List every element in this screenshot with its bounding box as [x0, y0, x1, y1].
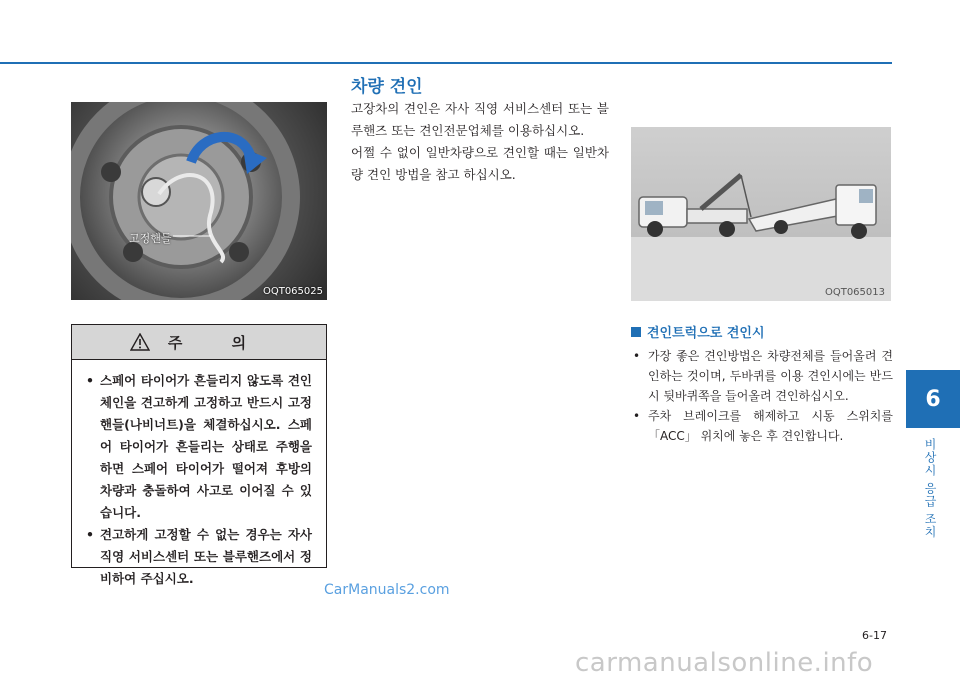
square-bullet-icon: [631, 327, 641, 337]
subsection-title-text: 견인트럭으로 견인시: [647, 326, 765, 341]
towing-paragraph: 고장차의 견인은 자사 직영 서비스센터 또는 블루핸즈 또는 견인전문업체를 이용하십시오.: [351, 101, 609, 138]
watermark-carmanuals2[interactable]: CarManuals2.com: [324, 582, 450, 598]
caution-title: 주 의: [167, 333, 269, 352]
tow-truck-item: • 주차 브레이크를 해제하고 시동 스위치를 「ACC」 위치에 놓은 후 견인합니다.: [631, 406, 893, 446]
caution-list: [72, 360, 326, 590]
towing-body: [351, 98, 609, 186]
subsection-title: [631, 322, 765, 341]
section-title: 차량 견인: [351, 77, 423, 97]
caution-item: • 스페어 타이어가 흔들리지 않도록 견인체인을 견고하게 고정하고 반드시 고정핸들(나비너트)을 체결하십시오. 스페어 타이어가 흔들리는 상태로 주행을 하면 스페어 타이어가 떨어져 후방의 차량과 충돌하여 사고로 이어질 수 있습니다.: [86, 370, 312, 524]
chapter-number: 6: [925, 386, 941, 412]
caution-header: [72, 325, 326, 360]
caution-item: • 견고하게 고정할 수 없는 경우는 자사 직영 서비스센터 또는 블루핸즈에서 정비하여 주십시오.: [86, 524, 312, 590]
tow-truck-list: [631, 346, 893, 446]
spare-tire-photo: [71, 102, 327, 300]
chapter-label: 비상시 응급 조치: [923, 438, 937, 539]
towing-paragraph: 어쩔 수 없이 일반차량으로 견인할 때는 일반차량 견인 방법을 참고 하십시오.: [351, 145, 609, 182]
tow-truck-item: • 가장 좋은 견인방법은 차량전체를 들어올려 견인하는 것이며, 두바퀴를 이용 견인시에는 반드시 뒷바퀴쪽을 들어올려 견인하십시오.: [631, 346, 893, 406]
header-rule: [0, 62, 892, 64]
warning-triangle-icon: [130, 333, 150, 351]
photo-code: OQT065025: [262, 286, 323, 297]
page-number: 6-17: [862, 629, 887, 642]
caution-box: [71, 324, 327, 586]
watermark-carmanualsonline[interactable]: carmanualsonline.info: [575, 648, 874, 678]
photo-code: OQT065013: [824, 287, 885, 298]
tow-truck-photo: [631, 127, 891, 301]
chapter-tab[interactable]: [906, 370, 960, 428]
fixing-handle-label: 고정핸들: [129, 232, 172, 245]
